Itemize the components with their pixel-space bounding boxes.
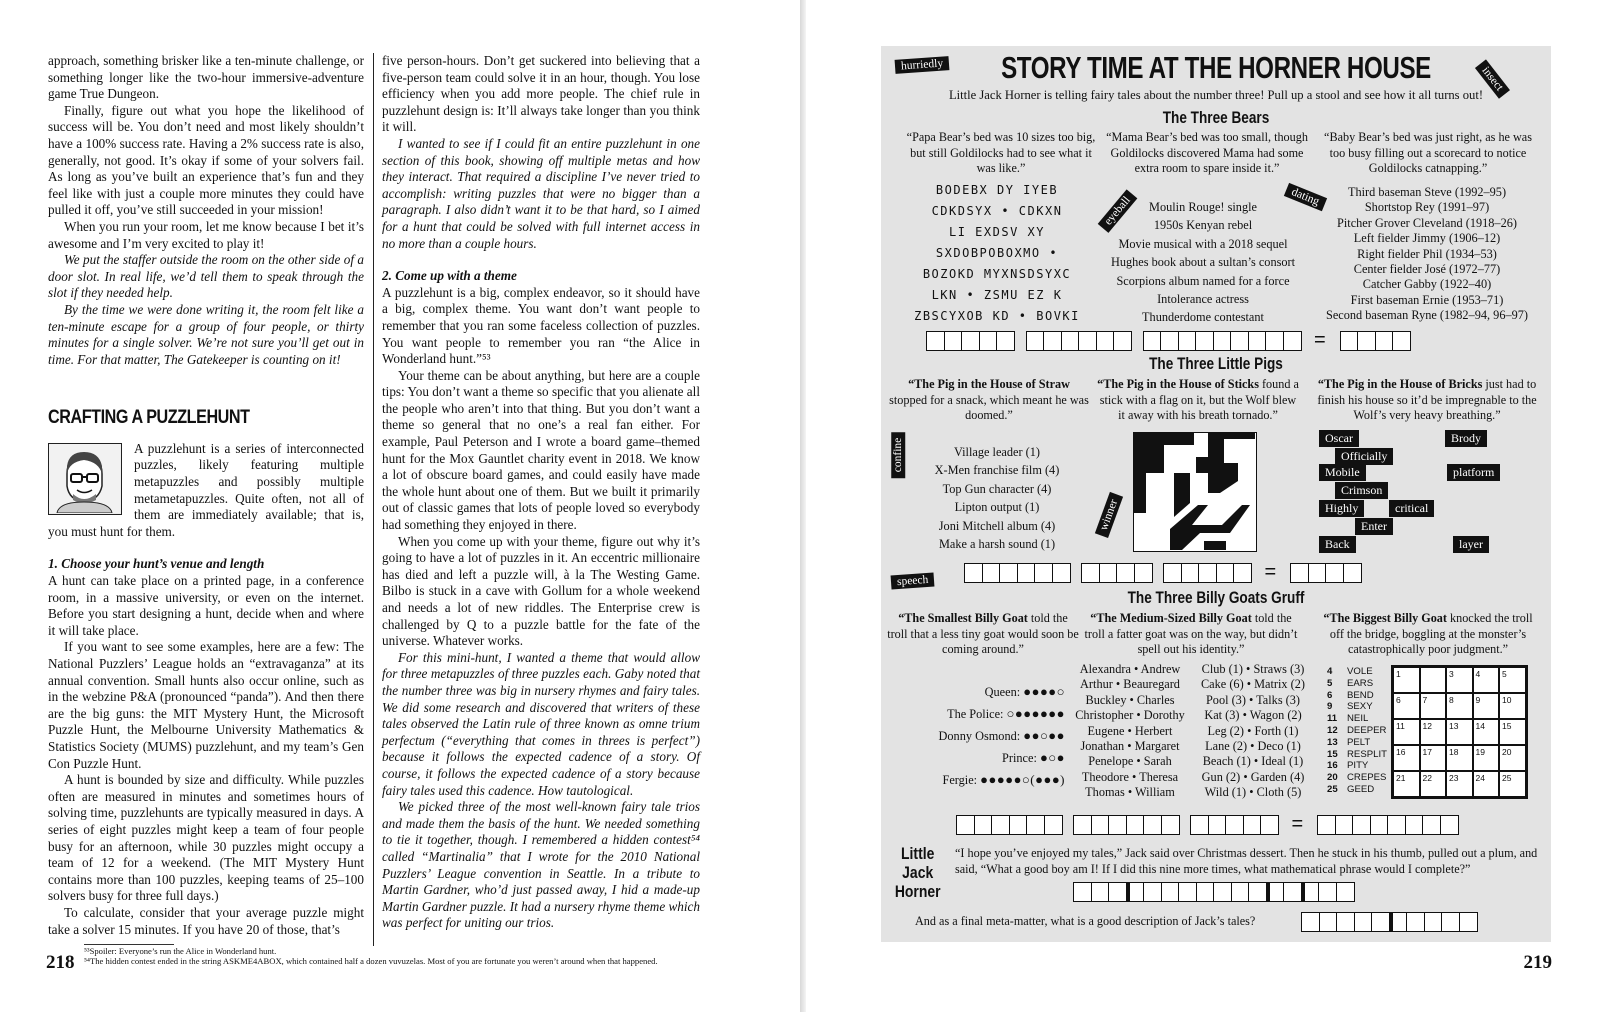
goats-answer-row (956, 813, 1469, 836)
answer-box-group (1026, 331, 1131, 351)
cipher-line: ZBSCYXOB KD • BOVKI (914, 309, 1080, 323)
right-column (382, 53, 700, 932)
word-pair: Club (1) • Straws (3) (1201, 662, 1305, 676)
grid-word: 20 CREPES (1327, 772, 1387, 784)
straw-pig-clue: “The Pig in the House of Straw stopped for a snack, which meant he was doomed.” (889, 377, 1089, 422)
paragraph: If you want to see some examples, here are a few: The National Puzzlers’ League holds an “extravaganza” at its annual convention. Small hunts also occur online, such as in the webzine P&A (pronounced “panda”). And then there are the big guns: the MIT Mystery Hunt, the Microsoft Puzzle Hunt, the Melbourne University Mathematics & Statistics Society (MUMS) puzzlehunt, and my team’s Gen Con Puzzle Hunt. (48, 639, 364, 771)
name-pair: Alexandra • Andrew (1079, 662, 1181, 676)
paragraph: Finally, figure out what you hope the likelihood of success will be. You don’t need and most likely shouldn’t have a 100% success rate. Having a 2% success rate is also, generally, not good. It’s okay if some of your solvers fail. As long as you’ve built an experience that’s fun and they feel like with just a couple more minutes they could have pulled it off, you’ve still succeeded in your mission! (48, 102, 364, 218)
grid-cell[interactable]: 21 (1393, 771, 1420, 797)
bears-answer-row (926, 329, 1422, 352)
dot-code: ●●○●● (1023, 728, 1065, 743)
clue-item: Scorpions album named for a force (1116, 273, 1290, 288)
grid-cell[interactable]: 19 (1473, 745, 1500, 771)
grid-cell[interactable]: 11 (1393, 719, 1420, 745)
grid-cell[interactable]: 25 (1499, 771, 1526, 797)
dot-code: ○●●●●●● (1006, 706, 1065, 721)
word-pair: Leg (2) • Forth (1) (1207, 723, 1299, 738)
grid-cell[interactable]: 24 (1473, 771, 1500, 797)
clue-item: Shortstop Rey (1991–97) (1364, 200, 1490, 215)
grid-cell[interactable]: 13 (1446, 719, 1473, 745)
final-meta-question: And as a final meta-matter, what is a good description of Jack’s tales? (915, 914, 1256, 928)
grid-word: 9 SEXY (1327, 701, 1373, 713)
mama-clue-list (1103, 198, 1303, 327)
dot-code-label: Queen: (984, 685, 1024, 699)
paragraph: A puzzlehunt is a series of interconnected puzzles, likely featuring multiple metapuzzles and possibly multiple metametapuzzles. Quite often, not all of them are immediately available; that is, you must hunt for them. (48, 440, 364, 539)
cipher-line: LI EXDSV XY (949, 225, 1045, 239)
grid-cell[interactable]: 12 (1420, 719, 1447, 745)
dot-code-row (889, 684, 1065, 700)
cipher-line: BOZOKD MYXNSDSYXC (922, 267, 1072, 281)
grid-cell[interactable]: 8 (1446, 693, 1473, 719)
word-chip: Highly (1319, 500, 1364, 517)
grid-word: 13 PELT (1327, 736, 1371, 748)
cipher-line: BODEBX DY IYEB (935, 183, 1059, 197)
italic-note: I wanted to see if I could fit an entire puzzlehunt in one section of this book, showing off multiple metas and how they interact. That required a discipline I’ve never tried to accomplish: writing puzzles that were no bigger than a paragraph. I also didn’t want it to be that hard, so I aimed for a hunt that could be solved with full internet access in no more than a couple hours. (382, 135, 700, 251)
name-pair: Thomas • William (1085, 785, 1175, 800)
italic-note: By the time we were done writing it, the room felt like a ten-minute escape for a group of four people, or thirty minutes for a single solver. We’re not sure you’ll get out in time. For that matter, The Gatekeeper is counting on it! (48, 301, 364, 367)
word-pair: Wild (1) • Cloth (5) (1204, 785, 1302, 800)
papa-bear-clue: “Papa Bear’s bed was 10 sizes too big, but still Goldilocks had to see what it was like.” (906, 130, 1096, 175)
clue-item: X-Men franchise film (4) (934, 463, 1060, 478)
grid-word: 12 DEEPER (1327, 724, 1387, 736)
word-chip: Brody (1445, 430, 1487, 447)
name-pair: Arthur • Beauregard (1080, 677, 1180, 692)
clue-item: Pitcher Grover Cleveland (1918–26) (1337, 215, 1517, 230)
equals-sign: = (1314, 329, 1326, 351)
section-billy-goats: The Three Billy Goats Gruff (1127, 588, 1305, 607)
grid-cell[interactable] (1420, 667, 1447, 693)
page-number: 219 (1523, 952, 1552, 973)
dot-code-row (889, 750, 1065, 766)
section-heading: CRAFTING A PUZZLEHUNT (48, 407, 250, 429)
answer-box-group (1340, 331, 1410, 351)
clue-item: Thunderdome contestant (1142, 310, 1264, 325)
word-chip: Crimson (1335, 482, 1388, 499)
clue-item: Center fielder José (1972–77) (1353, 262, 1501, 277)
clue-item: Moulin Rouge! single (1149, 200, 1257, 214)
grid-cell[interactable]: 23 (1446, 771, 1473, 797)
jack-horner-story: “I hope you’ve enjoyed my tales,” Jack said over Christmas dessert. Then he stuck in his thumb, pulled out a plum, and said, “What a good boy am I! If I did this nine more times, what mathematical phrase would I complete?” (955, 846, 1538, 876)
answer-box-group (1317, 815, 1457, 835)
word-pair: Gun (2) • Garden (4) (1201, 769, 1305, 784)
clue-item: Intolerance actress (1157, 292, 1249, 307)
word-chip: Back (1319, 536, 1356, 553)
big-goat-clue: “The Biggest Billy Goat knocked the troll off the bridge, boggling at the monster’s catastrophically poor judgment.” (1323, 611, 1533, 656)
word-chip: Enter (1355, 518, 1393, 535)
word-pair: Kat (3) • Wagon (2) (1204, 708, 1302, 723)
italic-note: We picked three of the most well-known fairy tale trios and made them the basis of the hunt. We needed something to tie it together, though. I remembered a hidden contest⁵⁴ called “Martinalia” that I wrote for the 2010 National Puzzlers’ League convention in Seattle. In a tribute to Martin Gardner, who’d just passed away, I hid a made-up Martin Gardner puzzle. It had a nursery rhyme theme which was perfect for uniting our trios. (382, 799, 700, 931)
grid-cell[interactable]: 16 (1393, 745, 1420, 771)
sticks-pig-clue: “The Pig in the House of Sticks found a stick with a flag on it, but the Wolf blew it away with his breath tornado.” (1097, 377, 1299, 422)
equals-sign: = (1264, 561, 1277, 583)
name-pair: Eugene • Herbert (1087, 723, 1173, 738)
grid-word: 4 VOLE (1327, 666, 1373, 677)
dot-code-label: Prince: (1002, 751, 1040, 765)
tag-speech: speech (891, 573, 935, 590)
puzzle-panel (881, 46, 1551, 942)
paragraph: Your theme can be about anything, but here are a couple tips: You don’t want a theme so specific that you alienate all the people who aren’t into that thing. But you don’t want a theme so general that no one’s a real fan either. For example, Paul Peterson and I wrote a board game–themed hunt for the Mox Gauntlet charity event in 2018. We know a lot of obscure board games, and could easily have made the whole hunt about one of them. But we built it primarily out of classic games that lots of people loved so everybody had something they enjoyed in there. (382, 367, 700, 533)
subheading: 1. Choose your hunt’s venue and length (48, 556, 265, 572)
grid-cell[interactable]: 14 (1473, 719, 1500, 745)
tag-dating: dating (1284, 183, 1327, 211)
word-chip: Oscar (1319, 430, 1359, 447)
grid-cell[interactable]: 9 (1473, 693, 1500, 719)
name-pair: Penelope • Sarah (1088, 754, 1172, 769)
clue-item: 1950s Kenyan rebel (1153, 218, 1253, 233)
footnote: ⁵⁴The hidden contest ended in the string ASKME4ABOX, which contained half a dozen vuvuzelas. Most of you are fortunate you weren’t around when that happened. (84, 956, 658, 966)
grid-cell[interactable]: 5 (1499, 667, 1526, 693)
clue-item: Village leader (1) (954, 445, 1040, 459)
answer-box-group (1163, 563, 1251, 583)
footnote: ⁵³Spoiler: Everyone’s run the Alice in Wonderland hunt. (84, 946, 277, 956)
word-chip: layer (1453, 536, 1489, 553)
paragraph: A puzzlehunt is a big, complex endeavor, so it should have a big, complex theme. You want don’t want people to remember that you ran some faceless collection of puzzles. You want people to remember you ran “the Alice in Wonderland hunt.”⁵³ (382, 284, 700, 367)
word-pair: Lane (2) • Deco (1) (1205, 739, 1301, 754)
intro-block (48, 441, 364, 541)
paragraph: To calculate, consider that your average puzzle might take a solver 15 minutes. If you have 20 of those, that’s (48, 904, 364, 937)
paragraph: A hunt is bounded by size and difficulty. While puzzles often are measured in minutes and sometimes hours of solving time, puzzlehunts are typically measured in days. A series of eight puzzles might keep a team of four people busy for an afternoon, while 30 puzzles might occupy a team of 12 for a weekend. (The MIT Mystery Hunt contains more than 100 puzzles, keeping teams of 25–100 solvers busy for three full days.) (48, 772, 364, 904)
dot-code: ●●●●○ (1023, 684, 1065, 699)
cipher-line: CDKDSYX • CDKXN (931, 204, 1063, 218)
footnote-rule (84, 944, 174, 945)
section-three-pigs: The Three Little Pigs (1149, 354, 1283, 373)
cipher-line: SXDOBPOBOXMO • (935, 246, 1059, 260)
clue-item: Joni Mitchell album (4) (938, 518, 1056, 533)
paragraph: When you run your room, let me know because I bet it’s awesome and I’m very excited to play it! (48, 218, 364, 251)
answer-box-group (926, 331, 1014, 351)
puzzle-intro: Little Jack Horner is telling fairy tales about the number three! Pull up a stool and see how it all turns out! (948, 88, 1484, 102)
name-pair: Christopher • Dorothy (1075, 708, 1185, 723)
word-chip: platform (1447, 464, 1500, 481)
right-page (806, 0, 1600, 1012)
word-pair: Pool (3) • Talks (3) (1205, 692, 1301, 707)
mama-bear-clue: “Mama Bear’s bed was too small, though Goldilocks discovered Mama had some extra room to spare inside it.” (1106, 130, 1308, 175)
grid-cell[interactable]: 17 (1420, 745, 1447, 771)
dot-code: ●●●●●○(●●●) (980, 772, 1065, 787)
name-pair: Buckley • Charles (1085, 692, 1175, 707)
grid-word: 11 NEIL (1327, 713, 1369, 725)
clue-item: Top Gun character (4) (942, 481, 1052, 496)
clue-item: Movie musical with a 2018 sequel (1118, 236, 1288, 251)
grid-cell[interactable]: 10 (1499, 693, 1526, 719)
clue-item: First baseman Ernie (1953–71) (1350, 292, 1504, 307)
paragraph: approach, something brisker like a ten-minute challenge, or something longer like the two-hour immersive-adventure game True Dungeon. (48, 53, 364, 102)
baby-clue-list (1315, 185, 1539, 324)
dot-code-label: The Police: (947, 707, 1007, 721)
clue-item: Lipton output (1) (954, 500, 1040, 515)
equals-sign: = (1291, 813, 1304, 835)
page-number: 218 (46, 952, 75, 973)
left-column (48, 53, 364, 938)
answer-box-group (1290, 563, 1360, 583)
clue-item: Hughes book about a sultan’s consort (1110, 255, 1296, 270)
cipher-line: LKN • ZSMU EZ K (931, 288, 1063, 302)
word-chip: Officially (1335, 448, 1393, 465)
word-pair: Cake (6) • Matrix (2) (1200, 677, 1305, 692)
grid-cell[interactable]: 22 (1420, 771, 1447, 797)
grid-cell[interactable]: 1 (1393, 667, 1420, 693)
cipher-list (887, 180, 1107, 327)
subheading: 2. Come up with a theme (382, 268, 517, 284)
answer-box-group (1301, 912, 1476, 932)
small-goat-clue: “The Smallest Billy Goat told the troll that a less tiny goat would soon be coming around.” (887, 611, 1079, 656)
dot-code-row (889, 772, 1065, 788)
jack-horner-label: Little Jack Horner (894, 844, 941, 901)
grid-cell[interactable]: 20 (1499, 745, 1526, 771)
word-chip: critical (1389, 500, 1434, 517)
paragraph: five person-hours. Don’t get suckered into believing that a five-person team could solve it in an hour, though. You lose efficiency when you add more people. The chief rule in puzzlehunt design is: It’ll always take longer than you think it will. (382, 53, 700, 135)
straw-clue-list (907, 443, 1087, 553)
dot-code-label: Donny Osmond: (938, 729, 1024, 743)
grid-cell[interactable]: 15 (1499, 719, 1526, 745)
tag-hurriedly: hurriedly (895, 56, 950, 74)
paragraph: When you come up with your theme, figure out why it’s going to have a lot of puzzles in it. An eccentric millionaire has died and left a puzzle will, à la The Westing Game. Bilbo is stuck in a cave with Gollum for a whole weekend and needs a lot of new riddles. The Enterprise crew is challenged by Q to a puzzle battle for the fate of the universe. Whatever works. (382, 533, 700, 649)
jack-answer-row (1073, 882, 1365, 902)
word-pair-list (1193, 662, 1313, 801)
tag-eyeball: eyeball (1098, 189, 1138, 233)
dot-code-label: Fergie: (942, 773, 981, 787)
paragraph: A hunt can take place on a printed page, in a conference room, in a massive university, or even on the internet. Before you start designing a hunt, decide when and where it will take place. (48, 573, 364, 638)
medium-goat-clue: “The Medium-Sized Billy Goat told the troll a fatter goat was on the way, but didn’t spell out his identity.” (1084, 611, 1298, 656)
grid-word: 5 EARS (1327, 677, 1374, 689)
grid-cell[interactable]: 7 (1420, 693, 1447, 719)
answer-box-group (1073, 882, 1353, 902)
clue-item: Third baseman Steve (1992–95) (1347, 185, 1507, 199)
dot-code-row (889, 728, 1065, 744)
grid-cell[interactable]: 18 (1446, 745, 1473, 771)
grid-cell[interactable]: 3 (1446, 667, 1473, 693)
word-pair: Beach (1) • Ideal (1) (1202, 754, 1304, 769)
dot-code-row (889, 706, 1065, 722)
footnotes (84, 946, 694, 966)
section-three-bears: The Three Bears (1162, 108, 1270, 127)
grid-word: 16 PITY (1327, 760, 1369, 772)
answer-box-group (1190, 815, 1278, 835)
pigs-answer-row (964, 561, 1372, 584)
italic-note: We put the staffer outside the room on the other side of a door slot. In real life, we’d tell them to speak through the slot if they needed help. (48, 252, 364, 301)
tag-insect: insect (1475, 59, 1510, 98)
grid-cell[interactable]: 6 (1393, 693, 1420, 719)
name-pair-list (1067, 662, 1193, 801)
tag-confine: confine (891, 432, 905, 478)
answer-box-group (1143, 331, 1301, 351)
grid-cell[interactable]: 4 (1473, 667, 1500, 693)
answer-box-group (1081, 563, 1151, 583)
tag-winner: winner (1095, 492, 1123, 538)
grid-word: 6 BEND (1327, 689, 1374, 701)
clue-item: Second baseman Ryne (1982–94, 96–97) (1325, 308, 1529, 323)
column-divider (373, 53, 374, 946)
clue-item: Catcher Gabby (1922–40) (1362, 277, 1492, 292)
dot-code: ●○● (1039, 750, 1065, 765)
clue-item: Right fielder Phil (1934–53) (1357, 246, 1497, 261)
puzzle-title: STORY TIME AT THE HORNER HOUSE (1001, 50, 1431, 85)
grid-word: 25 GEED (1327, 783, 1375, 795)
baby-bear-clue: “Baby Bear’s bed was just right, as he was too busy filling out a scorecard to notice Goldilocks catnapping.” (1324, 130, 1532, 175)
grid-word: 15 RESPLIT (1327, 748, 1387, 760)
pig-maze (1133, 432, 1257, 552)
answer-box-group (956, 815, 1061, 835)
author-avatar (48, 443, 122, 515)
name-pair: Jonathan • Margaret (1080, 739, 1180, 754)
name-pair: Theodore • Theresa (1081, 769, 1179, 784)
crossword-grid (1391, 665, 1528, 799)
grid-word-list (1327, 666, 1387, 796)
word-chip: Mobile (1319, 464, 1366, 481)
answer-box-group (1073, 815, 1178, 835)
italic-note: For this mini-hunt, I wanted a theme that would allow for three metapuzzles of three puzzles each. Gaby noted that the number three was big in nursery rhymes and fairy tales. We did some research and discovered that writers of these tales observed the Latin rule of three known as omne trium perfectum (“everything that comes in threes is perfect”) because it follows the expected cadence of a story. Of course, it follows the expected cadence of a story because fairy tales used this cadence. How tautological. (382, 649, 700, 798)
final-answer-row (1301, 912, 1488, 932)
clue-item: Left fielder Jimmy (1906–12) (1353, 231, 1501, 246)
clue-item: Make a harsh sound (1) (938, 537, 1056, 552)
answer-box-group (964, 563, 1069, 583)
bricks-pig-clue: “The Pig in the House of Bricks just had to finish his house so it’d be impregnable to the Wolf’s very heavy breathing.” (1317, 377, 1537, 422)
